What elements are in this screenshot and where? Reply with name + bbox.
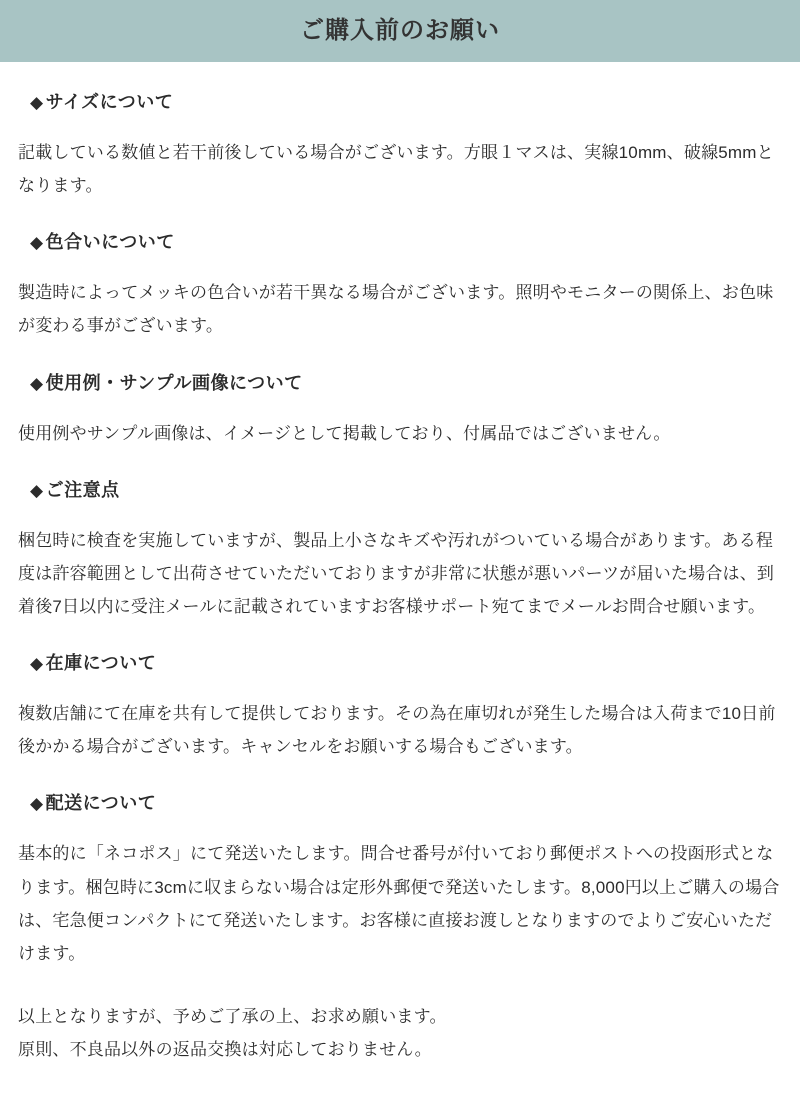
closing-note: [18, 1000, 782, 1066]
section-heading-color: [30, 228, 782, 254]
section-heading-sample-image: [30, 369, 782, 395]
page-header: [0, 0, 800, 62]
section-heading-sample-image-label: 使用例・サンプル画像について: [45, 372, 303, 393]
diamond-icon: ◆: [30, 233, 44, 253]
section-heading-size-label: サイズについて: [45, 92, 174, 112]
section-body-color: 製造時によってメッキの色合いが若干異なる場合がございます。照明やモニターの関係上、お色味が変わる事がございます。: [18, 283, 774, 336]
section-heading-color-label: 色合いについて: [45, 232, 175, 253]
section-heading-shipping-label: 配送について: [45, 793, 157, 814]
diamond-icon: ◆: [30, 373, 44, 393]
section-size: [18, 88, 782, 202]
section-heading-shipping: [30, 789, 782, 815]
section-body-stock: 複数店舗にて在庫を共有して提供しております。その為在庫切れが発生した場合は入荷まで10日前後かかる場合がございます。キャンセルをお願いする場合もございます。: [18, 704, 776, 757]
diamond-icon: ◆: [30, 480, 44, 500]
section-color: [18, 228, 782, 342]
section-shipping: [18, 789, 782, 970]
section-heading-caution-label: ご注意点: [45, 479, 120, 500]
diamond-icon: ◆: [30, 794, 44, 814]
diamond-icon: ◆: [30, 93, 44, 112]
section-body-caution: 梱包時に検査を実施していますが、製品上小さなキズや汚れがついている場合があります。ある程度は許容範囲として出荷させていただいておりますが非常に状態が悪いパーツが届いた場合は、到着後7日以内に受注メールに記載されていますお客様サポート宛てまでメールお問合せ願います。: [18, 530, 775, 616]
section-heading-size: [30, 88, 782, 114]
notice-content: [0, 88, 800, 1066]
closing-line-1: 以上となりますが、予めご了承の上、お求め願います。: [18, 1006, 447, 1026]
section-body-sample-image: 使用例やサンプル画像は、イメージとして掲載しており、付属品ではございません。: [18, 423, 671, 443]
section-body-size: 記載している数値と若干前後している場合がございます。方眼１マスは、実線10mm、破線5mmとなります。: [18, 143, 774, 196]
section-heading-stock-label: 在庫について: [45, 653, 157, 674]
diamond-icon: ◆: [30, 654, 44, 674]
page-title: ご購入前のお願い: [300, 17, 500, 44]
section-heading-caution: [30, 476, 782, 502]
section-caution: [18, 476, 782, 623]
closing-line-2: 原則、不良品以外の返品交換は対応しておりません。: [18, 1040, 432, 1060]
section-stock: [18, 649, 782, 763]
section-sample-image: [18, 369, 782, 450]
section-heading-stock: [30, 649, 782, 675]
section-body-shipping: 基本的に「ネコポス」にて発送いたします。問合せ番号が付いており郵便ポストへの投函形式となります。梱包時に3cmに収まらない場合は定形外郵便で発送いたします。8,000円以上ご購入の場合は、宅急便コンパクトにて発送いたします。お客様に直接お渡しとなりますのでよりご安心いただけます。: [18, 844, 780, 963]
